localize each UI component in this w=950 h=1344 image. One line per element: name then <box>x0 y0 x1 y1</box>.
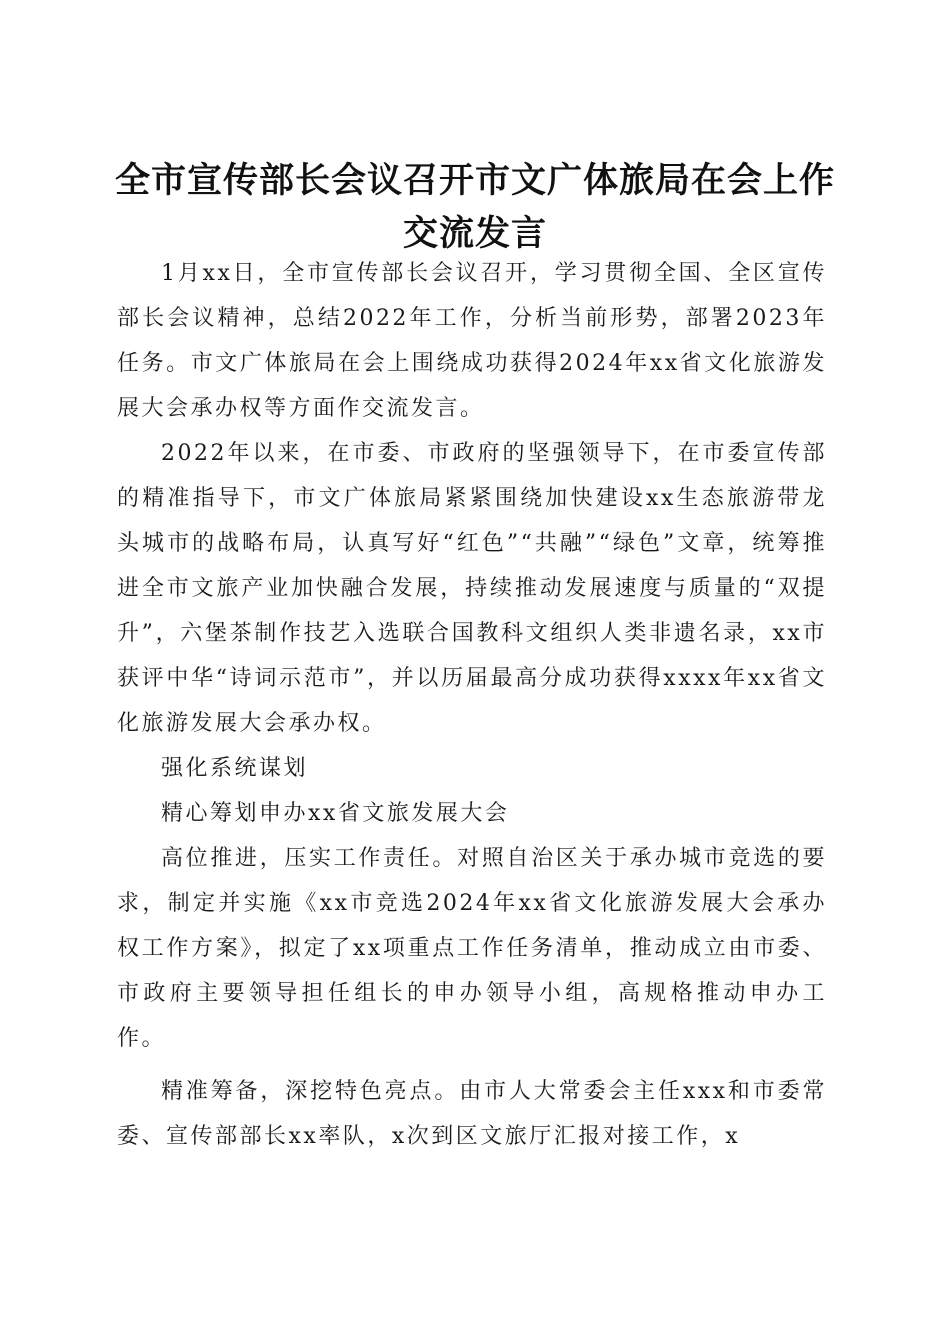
paragraph-high-level: 高位推进，压实工作责任。对照自治区关于承办城市竞选的要求，制定并实施《xx市竞选2024年xx省文化旅游发展大会承办权工作方案》，拟定了xx项重点工作任务清单，推动成立由市委、市政府主要领导担任组长的申办领导小组，高规格推动申办工作。 <box>117 846 827 1051</box>
paragraph-summary: 2022年以来，在市委、市政府的坚强领导下，在市委宣传部的精准指导下，市文广体旅局紧紧围绕加快建设xx生态旅游带龙头城市的战略布局，认真写好“红色”“共融”“绿色”文章，统筹推进全市文旅产业加快融合发展，持续推动发展速度与质量的“双提升”，六堡茶制作技艺入选联合国教科文组织人类非遗名录，xx市获评中华“诗词示范市”，并以历届最高分成功获得xxxx年xx省文化旅游发展大会承办权。 <box>117 441 827 736</box>
title-line-2: 交流发言 <box>402 214 547 255</box>
document-title <box>110 155 840 261</box>
document-body <box>117 251 827 1159</box>
subsection-heading: 精心筹划申办xx省文旅发展大会 <box>161 801 510 826</box>
title-line-1: 全市宣传部长会议召开市文广体旅局在会上作 <box>114 161 835 202</box>
section-heading: 强化系统谋划 <box>161 756 309 781</box>
paragraph-intro: 1月xx日，全市宣传部长会议召开，学习贯彻全国、全区宣传部长会议精神，总结2022年工作，分析当前形势，部署2023年任务。市文广体旅局在会上围绕成功获得2024年xx省文化旅游发展大会承办权等方面作交流发言。 <box>117 261 827 421</box>
paragraph-precise-prep: 精准筹备，深挖特色亮点。由市人大常委会主任xxx和市委常委、宣传部部长xx率队，x次到区文旅厅汇报对接工作，x <box>117 1079 827 1149</box>
